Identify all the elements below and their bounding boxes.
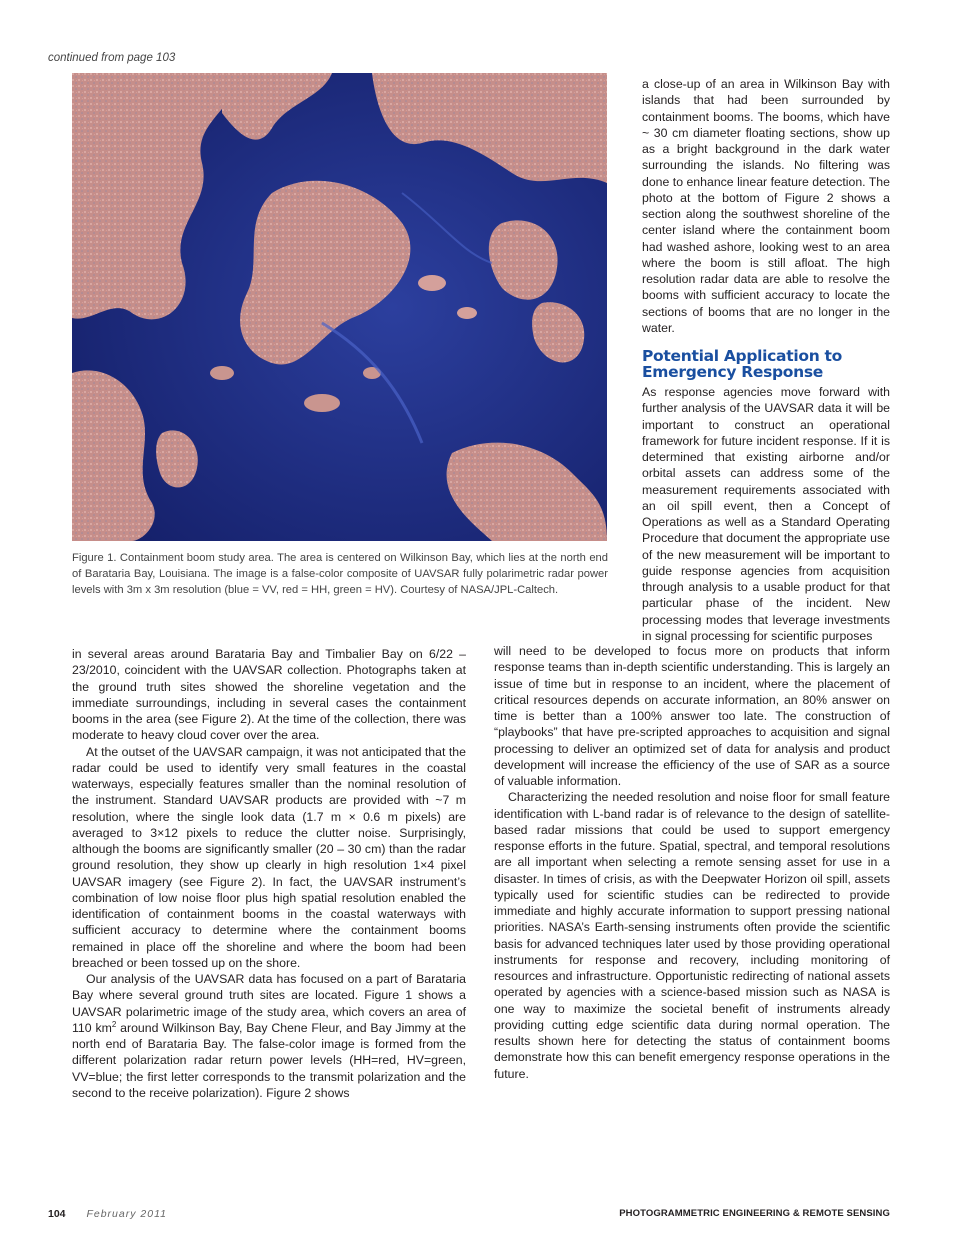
right-column-top	[642, 76, 890, 336]
text-run: around Wilkinson Bay, Bay Chene Fleur, and Bay Jimmy at the north end of Barataria Bay. The false-color image is formed from the different polarization radar return power levels (HH=red, HV=green, VV=blue; the first letter corresponds to the transmit polarization and the second to the receive polarization). Figure 2 shows	[72, 1020, 466, 1100]
left-column	[72, 646, 466, 1101]
paragraph: As response agencies move forward with further analysis of the UAVSAR data it will be important to construct an operational framework for future incident response. If it is determined that existing airborne and/or orbital assets can address some of the measurement requirements associated with an oil spill event, then a Concept of Operations as well as a Standard Operating Procedure that document the appropriate use of the new measurement will be important to guide response agencies from acquisition through analysis to a usable product for that particular phase of the incident. New processing modes that leverage investments in signal processing for scientific purposes	[642, 385, 890, 643]
false-color-radar-image	[72, 73, 607, 541]
page-number: 104	[48, 1208, 66, 1220]
paragraph: Characterizing the needed resolution and noise floor for small feature identification with L-band radar is of relevance to the design of satellite-based radar missions that could be used to support emergency response efforts in the future. Spatial, spectral, and temporal resolutions are all important when selecting a remote sensing asset for use in a disaster. In times of crisis, as with the Deepwater Horizon oil spill, assets typically used for scientific studies can be redirected to provide immediate and highly accurate information to support pressing national priorities. NASA’s Earth-sensing instruments often provide the scientific basis for advanced techniques later used by those providing operational instruments for response and recovery, including monitoring of resources and infrastructure. Opportunistic redirecting of national assets operated by agencies with a science-based mission such as NASA is one way to maximize the societal benefit of instruments already providing cutting edge scientific data during normal operation. The results shown here for detecting the status of containment booms demonstrate how this can benefit emergency response operations in the future.	[494, 790, 890, 1081]
radar-image-figure	[72, 73, 607, 541]
paragraph: in several areas around Barataria Bay and Timbalier Bay on 6/22 – 23/2010, coincident with the UAVSAR collection. Photographs taken at the ground truth sites showed the shoreline vegetation and the immediate surroundings, including in several cases the containment booms in the area (see Figure 2). At the time of the collection, there was moderate to heavy cloud cover over the area.	[72, 647, 466, 743]
superscript: 2	[111, 1019, 117, 1029]
paragraph: a close-up of an area in Wilkinson Bay with islands that had been surrounded by containment booms. The booms, which have ~ 30 cm diameter floating sections, show up as a bright background in the dark water surrounding the islands. No filtering was done to enhance linear feature detection. The photo at the bottom of Figure 2 shows a section along the southwest shoreline of the center island where the containment boom had washed ashore, looking west to an area where the boom is still afloat. The high resolution radar data are able to resolve the booms with sufficient accuracy to locate the sections of booms that are no longer in the water.	[642, 77, 890, 335]
text-run: Our analysis of the UAVSAR data has focused on a part of Barataria Bay where several ground truth sites are located. Figure 1 shows a UAVSAR polarimetric image of the study area, which covers an area of 110 km	[72, 972, 466, 1035]
right-column-bottom	[494, 643, 890, 1082]
paragraph: will need to be developed to focus more on products that inform response teams than in-depth scientific understanding. This is largely an issue of time but in response to an incident, where the placement of critical resources depends on accurate information, an 80% answer on time is better than a 100% answer too late. The construction of “playbooks” that have pre-scripted approaches to acquisition and signal processing to deliver an optimized set of data for analysis and product development will increase the efficiency of the use of SAR as a source of valuable information.	[494, 644, 890, 788]
right-column-middle	[642, 384, 890, 644]
paragraph: At the outset of the UAVSAR campaign, it was not anticipated that the radar could be used to identify very small features in the coastal waterways, especially features smaller than the nominal resolution of the instrument. Standard UAVSAR products are provided with ~7 m resolution, where the single look data (1.7 m × 0.6 m pixels) are averaged to 3×12 pixels to reduce the clutter noise. Surprisingly, although the booms are significantly smaller (20 – 30 cm) than the radar ground resolution, they show up clearly in high resolution 1×4 pixel UAVSAR imagery (see Figure 2). In fact, the UAVSAR instrument’s combination of low noise floor plus high spatial resolution enabled the identification of containment booms in the coastal waterways with sufficient accuracy to determine where the containment booms remained in place off the shoreline and where the boom had been breached or been tossed up on the shore.	[72, 744, 466, 970]
section-heading: Potential Application to Emergency Response	[642, 347, 842, 381]
issue-date: February 2011	[86, 1208, 167, 1220]
footer-left	[48, 1208, 167, 1220]
paragraph	[72, 971, 466, 1101]
journal-name: PHOTOGRAMMETRIC ENGINEERING & REMOTE SENSING	[619, 1208, 890, 1219]
continued-from-label: continued from page 103	[48, 52, 176, 64]
figure-caption: Figure 1. Containment boom study area. The area is centered on Wilkinson Bay, which lies at the north end of Barataria Bay, Louisiana. The image is a false-color composite of UAVSAR fully polarimetric radar power levels with 3m x 3m resolution (blue = VV, red = HH, green = HV). Courtesy of NASA/JPL-Caltech.	[72, 552, 608, 596]
